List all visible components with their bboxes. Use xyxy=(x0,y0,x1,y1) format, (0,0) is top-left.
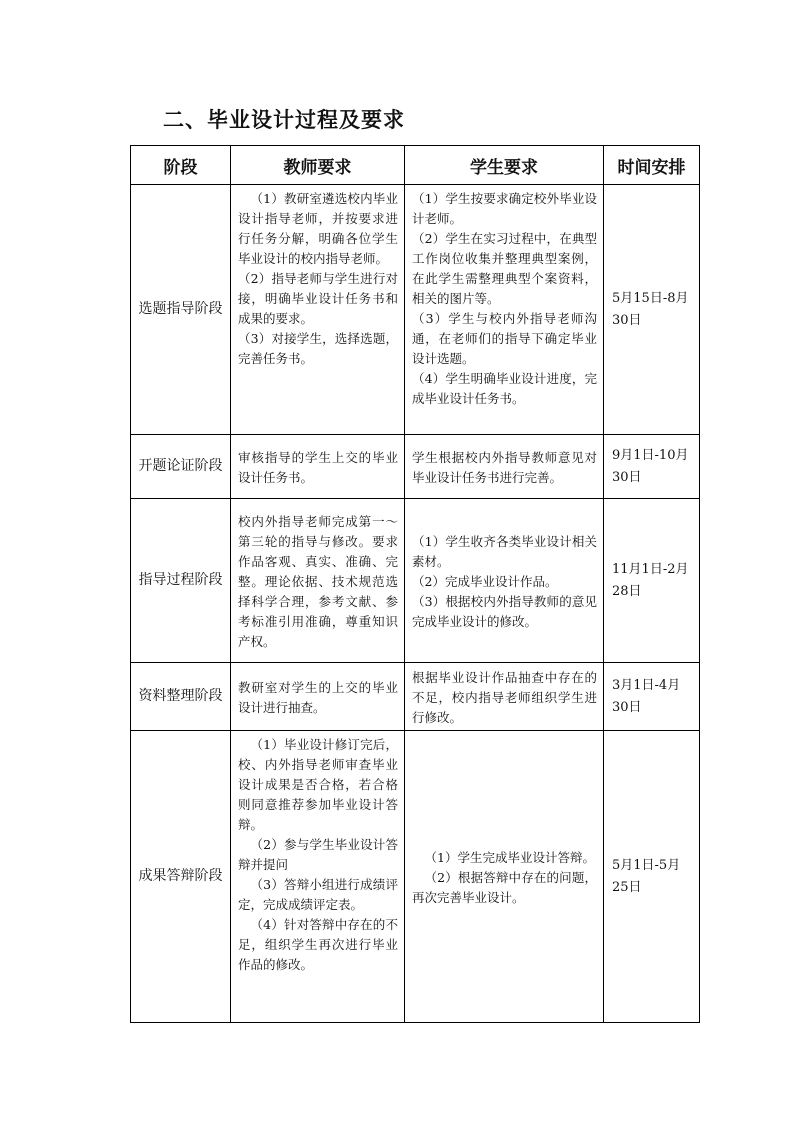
teacher-item: （1）教研室遴选校内毕业设计指导老师，并按要求进行任务分解，明确各位学生毕业设计的校内指导老师。 xyxy=(238,191,398,266)
schedule-cell: 9月1日-10月30日 xyxy=(604,435,700,499)
student-requirements-cell xyxy=(405,185,604,435)
table-row xyxy=(131,731,700,1023)
student-requirements-cell xyxy=(405,435,604,499)
teacher-item: （2）指导老师与学生进行对接，明确毕业设计任务书和成果的要求。 xyxy=(238,271,398,326)
process-requirements-table xyxy=(130,145,700,1023)
student-item: （2）完成毕业设计作品。 xyxy=(412,573,558,589)
table-row xyxy=(131,663,700,731)
student-item: （3）学生与校内外指导老师沟通，在老师们的指导下确定毕业设计选题。 xyxy=(412,311,597,366)
teacher-requirements-cell xyxy=(231,663,405,731)
header-schedule: 时间安排 xyxy=(604,146,700,185)
teacher-item: （4）针对答辩中存在的不足，组织学生再次进行毕业作品的修改。 xyxy=(238,917,398,972)
teacher-item: 校内外指导老师完成第一～第三轮的指导与修改。要求作品客观、真实、准确、完整。理论依据、技术规范选择科学合理，参考文献、参考标准引用准确，尊重知识产权。 xyxy=(238,513,398,649)
teacher-requirements-cell xyxy=(231,731,405,1023)
student-item: （3）根据校内外指导教师的意见完成毕业设计的修改。 xyxy=(412,593,597,629)
table-row xyxy=(131,435,700,499)
header-stage: 阶段 xyxy=(131,146,231,185)
student-item: （2）学生在实习过程中，在典型工作岗位收集并整理典型案例，在此学生需整理典型个案资料，相关的图片等。 xyxy=(412,231,597,306)
page-title: 二、毕业设计过程及要求 xyxy=(163,108,405,132)
teacher-item: （1）毕业设计修订完后，校、内外指导老师审查毕业设计成果是否合格，若合格则同意推荐参加毕业设计答辩。 xyxy=(238,737,398,832)
student-item: 学生根据校内外指导教师意见对毕业设计任务书进行完善。 xyxy=(412,449,597,485)
student-item: 根据毕业设计作品抽查中存在的不足，校内指导老师组织学生进行修改。 xyxy=(412,669,597,725)
student-item: （4）学生明确毕业设计进度，完成毕业设计任务书。 xyxy=(412,371,597,406)
teacher-item: （3）对接学生，选择选题，完善任务书。 xyxy=(238,331,398,366)
student-requirements-cell xyxy=(405,731,604,1023)
teacher-item: （2）参与学生毕业设计答辩并提问 xyxy=(238,837,398,872)
teacher-requirements-cell xyxy=(231,499,405,663)
table-row xyxy=(131,499,700,663)
schedule-cell: 5月1日-5月25日 xyxy=(604,731,700,1023)
table-row xyxy=(131,185,700,435)
student-requirements-cell xyxy=(405,499,604,663)
schedule-cell: 3月1日-4月30日 xyxy=(604,663,700,731)
student-requirements-cell xyxy=(405,663,604,731)
student-item: （2）根据答辩中存在的问题，再次完善毕业设计。 xyxy=(412,869,597,905)
teacher-item: 审核指导的学生上交的毕业设计任务书。 xyxy=(238,449,398,485)
stage-cell: 指导过程阶段 xyxy=(131,499,231,663)
schedule-cell: 11月1日-2月28日 xyxy=(604,499,700,663)
table-header-row xyxy=(131,146,700,185)
stage-cell: 成果答辩阶段 xyxy=(131,731,231,1023)
teacher-requirements-cell xyxy=(231,185,405,435)
student-item: （1）学生按要求确定校外毕业设计老师。 xyxy=(412,191,597,226)
stage-cell: 开题论证阶段 xyxy=(131,435,231,499)
student-item: （1）学生完成毕业设计答辩。 xyxy=(424,849,595,865)
schedule-cell: 5月15日-8月30日 xyxy=(604,185,700,435)
stage-cell: 资料整理阶段 xyxy=(131,663,231,731)
header-teacher-requirements: 教师要求 xyxy=(231,146,405,185)
header-student-requirements: 学生要求 xyxy=(405,146,604,185)
student-item: （1）学生收齐各类毕业设计相关素材。 xyxy=(412,533,597,569)
teacher-requirements-cell xyxy=(231,435,405,499)
teacher-item: 教研室对学生的上交的毕业设计进行抽查。 xyxy=(238,679,398,715)
teacher-item: （3）答辩小组进行成绩评定，完成成绩评定表。 xyxy=(238,877,398,912)
stage-cell: 选题指导阶段 xyxy=(131,185,231,435)
